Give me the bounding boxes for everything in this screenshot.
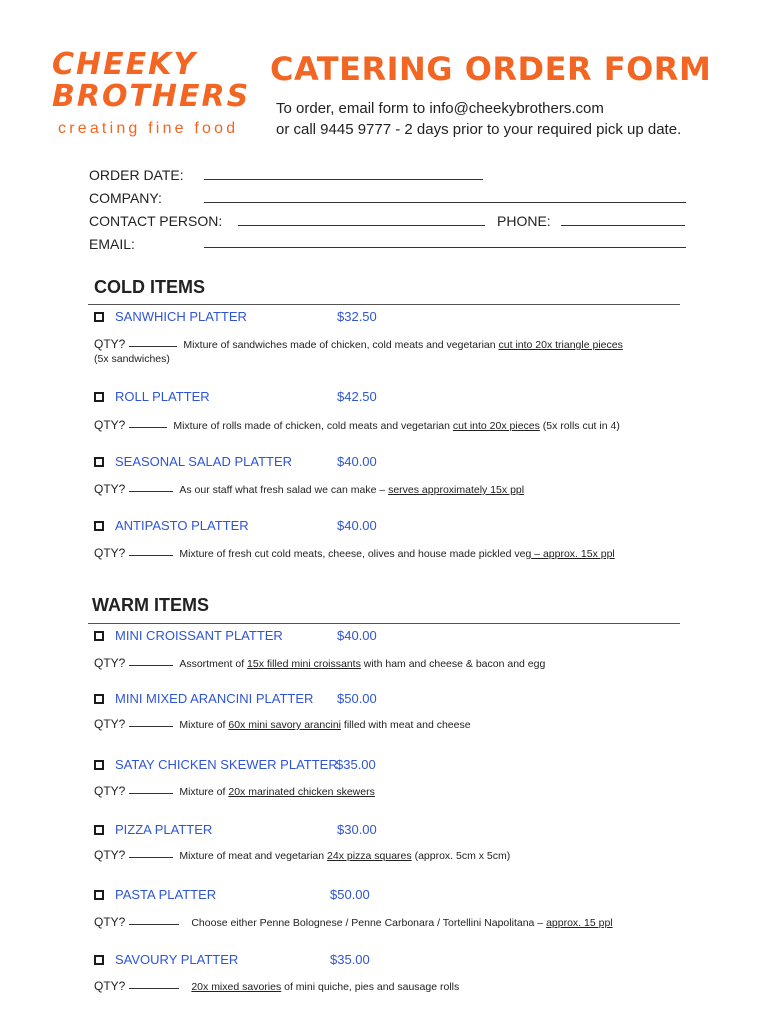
qty-label: QTY?	[94, 979, 126, 993]
checkbox[interactable]	[94, 312, 104, 322]
quantity-row	[94, 546, 615, 560]
qty-field[interactable]	[129, 988, 179, 989]
phone-field[interactable]	[561, 225, 685, 226]
item-name: SATAY CHICKEN SKEWER PLATTER	[115, 757, 338, 772]
quantity-row	[94, 337, 623, 351]
item-price: $40.00	[337, 454, 377, 469]
quantity-row	[94, 979, 459, 993]
checkbox[interactable]	[94, 890, 104, 900]
item-price: $30.00	[337, 822, 377, 837]
qty-field[interactable]	[129, 665, 173, 666]
warm-items-divider	[88, 623, 680, 624]
qty-field[interactable]	[129, 726, 173, 727]
company-field[interactable]	[204, 202, 686, 203]
item-name: SANWHICH PLATTER	[115, 309, 247, 324]
menu-item-title	[94, 628, 283, 643]
item-name: MINI CROISSANT PLATTER	[115, 628, 283, 643]
order-date-label: ORDER DATE:	[89, 167, 184, 183]
cold-items-heading: COLD ITEMS	[94, 277, 205, 297]
item-price: $32.50	[337, 309, 377, 324]
contact-person-field[interactable]	[238, 225, 485, 226]
item-description: Mixture of fresh cut cold meats, cheese, olives and house made pickled veg – approx. 15x ppl	[179, 548, 615, 560]
menu-item-title	[94, 691, 313, 706]
qty-label: QTY?	[94, 482, 126, 496]
warm-items-heading: WARM ITEMS	[92, 595, 209, 615]
phone-label: PHONE:	[497, 213, 551, 229]
item-name: ROLL PLATTER	[115, 389, 210, 404]
cold-items-divider	[88, 304, 680, 305]
item-name: PASTA PLATTER	[115, 887, 217, 902]
qty-field[interactable]	[129, 491, 173, 492]
quantity-row	[94, 915, 613, 929]
item-price: $40.00	[337, 628, 377, 643]
checkbox[interactable]	[94, 392, 104, 402]
checkbox[interactable]	[94, 521, 104, 531]
qty-field[interactable]	[129, 924, 179, 925]
item-name: PIZZA PLATTER	[115, 822, 213, 837]
qty-field[interactable]	[129, 555, 173, 556]
item-description: Mixture of meat and vegetarian 24x pizza squares (approx. 5cm x 5cm)	[179, 850, 511, 862]
item-description-line-2: (5x sandwiches)	[94, 353, 170, 365]
qty-label: QTY?	[94, 337, 126, 351]
item-description: Assortment of 15x filled mini croissants with ham and cheese & bacon and egg	[179, 658, 546, 670]
qty-label: QTY?	[94, 418, 126, 432]
logo-tagline: creating fine food	[58, 120, 239, 137]
item-description: Mixture of 20x marinated chicken skewers	[179, 786, 375, 798]
checkbox[interactable]	[94, 631, 104, 641]
qty-field[interactable]	[129, 857, 173, 858]
contact-person-label: CONTACT PERSON:	[89, 213, 223, 229]
item-name: MINI MIXED ARANCINI PLATTER	[115, 691, 314, 706]
company-label: COMPANY:	[89, 190, 162, 206]
checkbox[interactable]	[94, 457, 104, 467]
logo-line-2: BROTHERS	[52, 79, 251, 114]
menu-item-title	[94, 454, 292, 469]
menu-item-title	[94, 309, 247, 324]
order-instructions-line-2: or call 9445 9777 - 2 days prior to your required pick up date.	[276, 121, 682, 138]
qty-label: QTY?	[94, 784, 126, 798]
menu-item-title	[94, 887, 216, 902]
item-price: $40.00	[337, 518, 377, 533]
menu-item-title	[94, 822, 212, 837]
qty-label: QTY?	[94, 546, 126, 560]
email-field[interactable]	[204, 247, 686, 248]
item-name: SAVOURY PLATTER	[115, 952, 239, 967]
page-title: CATERING ORDER FORM	[270, 50, 712, 88]
item-price: $50.00	[337, 691, 377, 706]
quantity-row	[94, 418, 620, 432]
checkbox[interactable]	[94, 955, 104, 965]
quantity-row	[94, 784, 375, 798]
logo-line-1: CHEEKY	[52, 47, 198, 82]
email-label: EMAIL:	[89, 236, 135, 252]
item-description: 20x mixed savories of mini quiche, pies and sausage rolls	[191, 981, 460, 993]
checkbox[interactable]	[94, 760, 104, 770]
quantity-row	[94, 848, 510, 862]
quantity-row	[94, 482, 524, 496]
item-description: Choose either Penne Bolognese / Penne Carbonara / Tortellini Napolitana – approx. 15 ppl	[191, 917, 613, 929]
item-name: ANTIPASTO PLATTER	[115, 518, 249, 533]
qty-field[interactable]	[129, 346, 177, 347]
quantity-row	[94, 717, 471, 731]
item-price: $50.00	[330, 887, 370, 902]
menu-item-title	[94, 518, 249, 533]
qty-field[interactable]	[129, 427, 167, 428]
qty-field[interactable]	[129, 793, 173, 794]
order-instructions-line-1: To order, email form to info@cheekybrothers.com	[276, 100, 604, 117]
qty-label: QTY?	[94, 656, 126, 670]
item-price: $35.00	[336, 757, 376, 772]
item-description: As our staff what fresh salad we can make – serves approximately 15x ppl	[179, 484, 525, 496]
checkbox[interactable]	[94, 825, 104, 835]
item-description: Mixture of rolls made of chicken, cold meats and vegetarian cut into 20x pieces (5x rolls cut in 4)	[173, 420, 620, 432]
checkbox[interactable]	[94, 694, 104, 704]
item-description: Mixture of 60x mini savory arancini filled with meat and cheese	[179, 719, 471, 731]
order-date-field[interactable]	[204, 179, 483, 180]
menu-item-title	[94, 389, 210, 404]
item-price: $35.00	[330, 952, 370, 967]
item-description: Mixture of sandwiches made of chicken, cold meats and vegetarian cut into 20x triangle pieces	[183, 339, 623, 351]
qty-label: QTY?	[94, 717, 126, 731]
qty-label: QTY?	[94, 915, 126, 929]
item-price: $42.50	[337, 389, 377, 404]
menu-item-title	[94, 757, 338, 772]
menu-item-title	[94, 952, 238, 967]
qty-label: QTY?	[94, 848, 126, 862]
quantity-row	[94, 656, 545, 670]
item-name: SEASONAL SALAD PLATTER	[115, 454, 293, 469]
